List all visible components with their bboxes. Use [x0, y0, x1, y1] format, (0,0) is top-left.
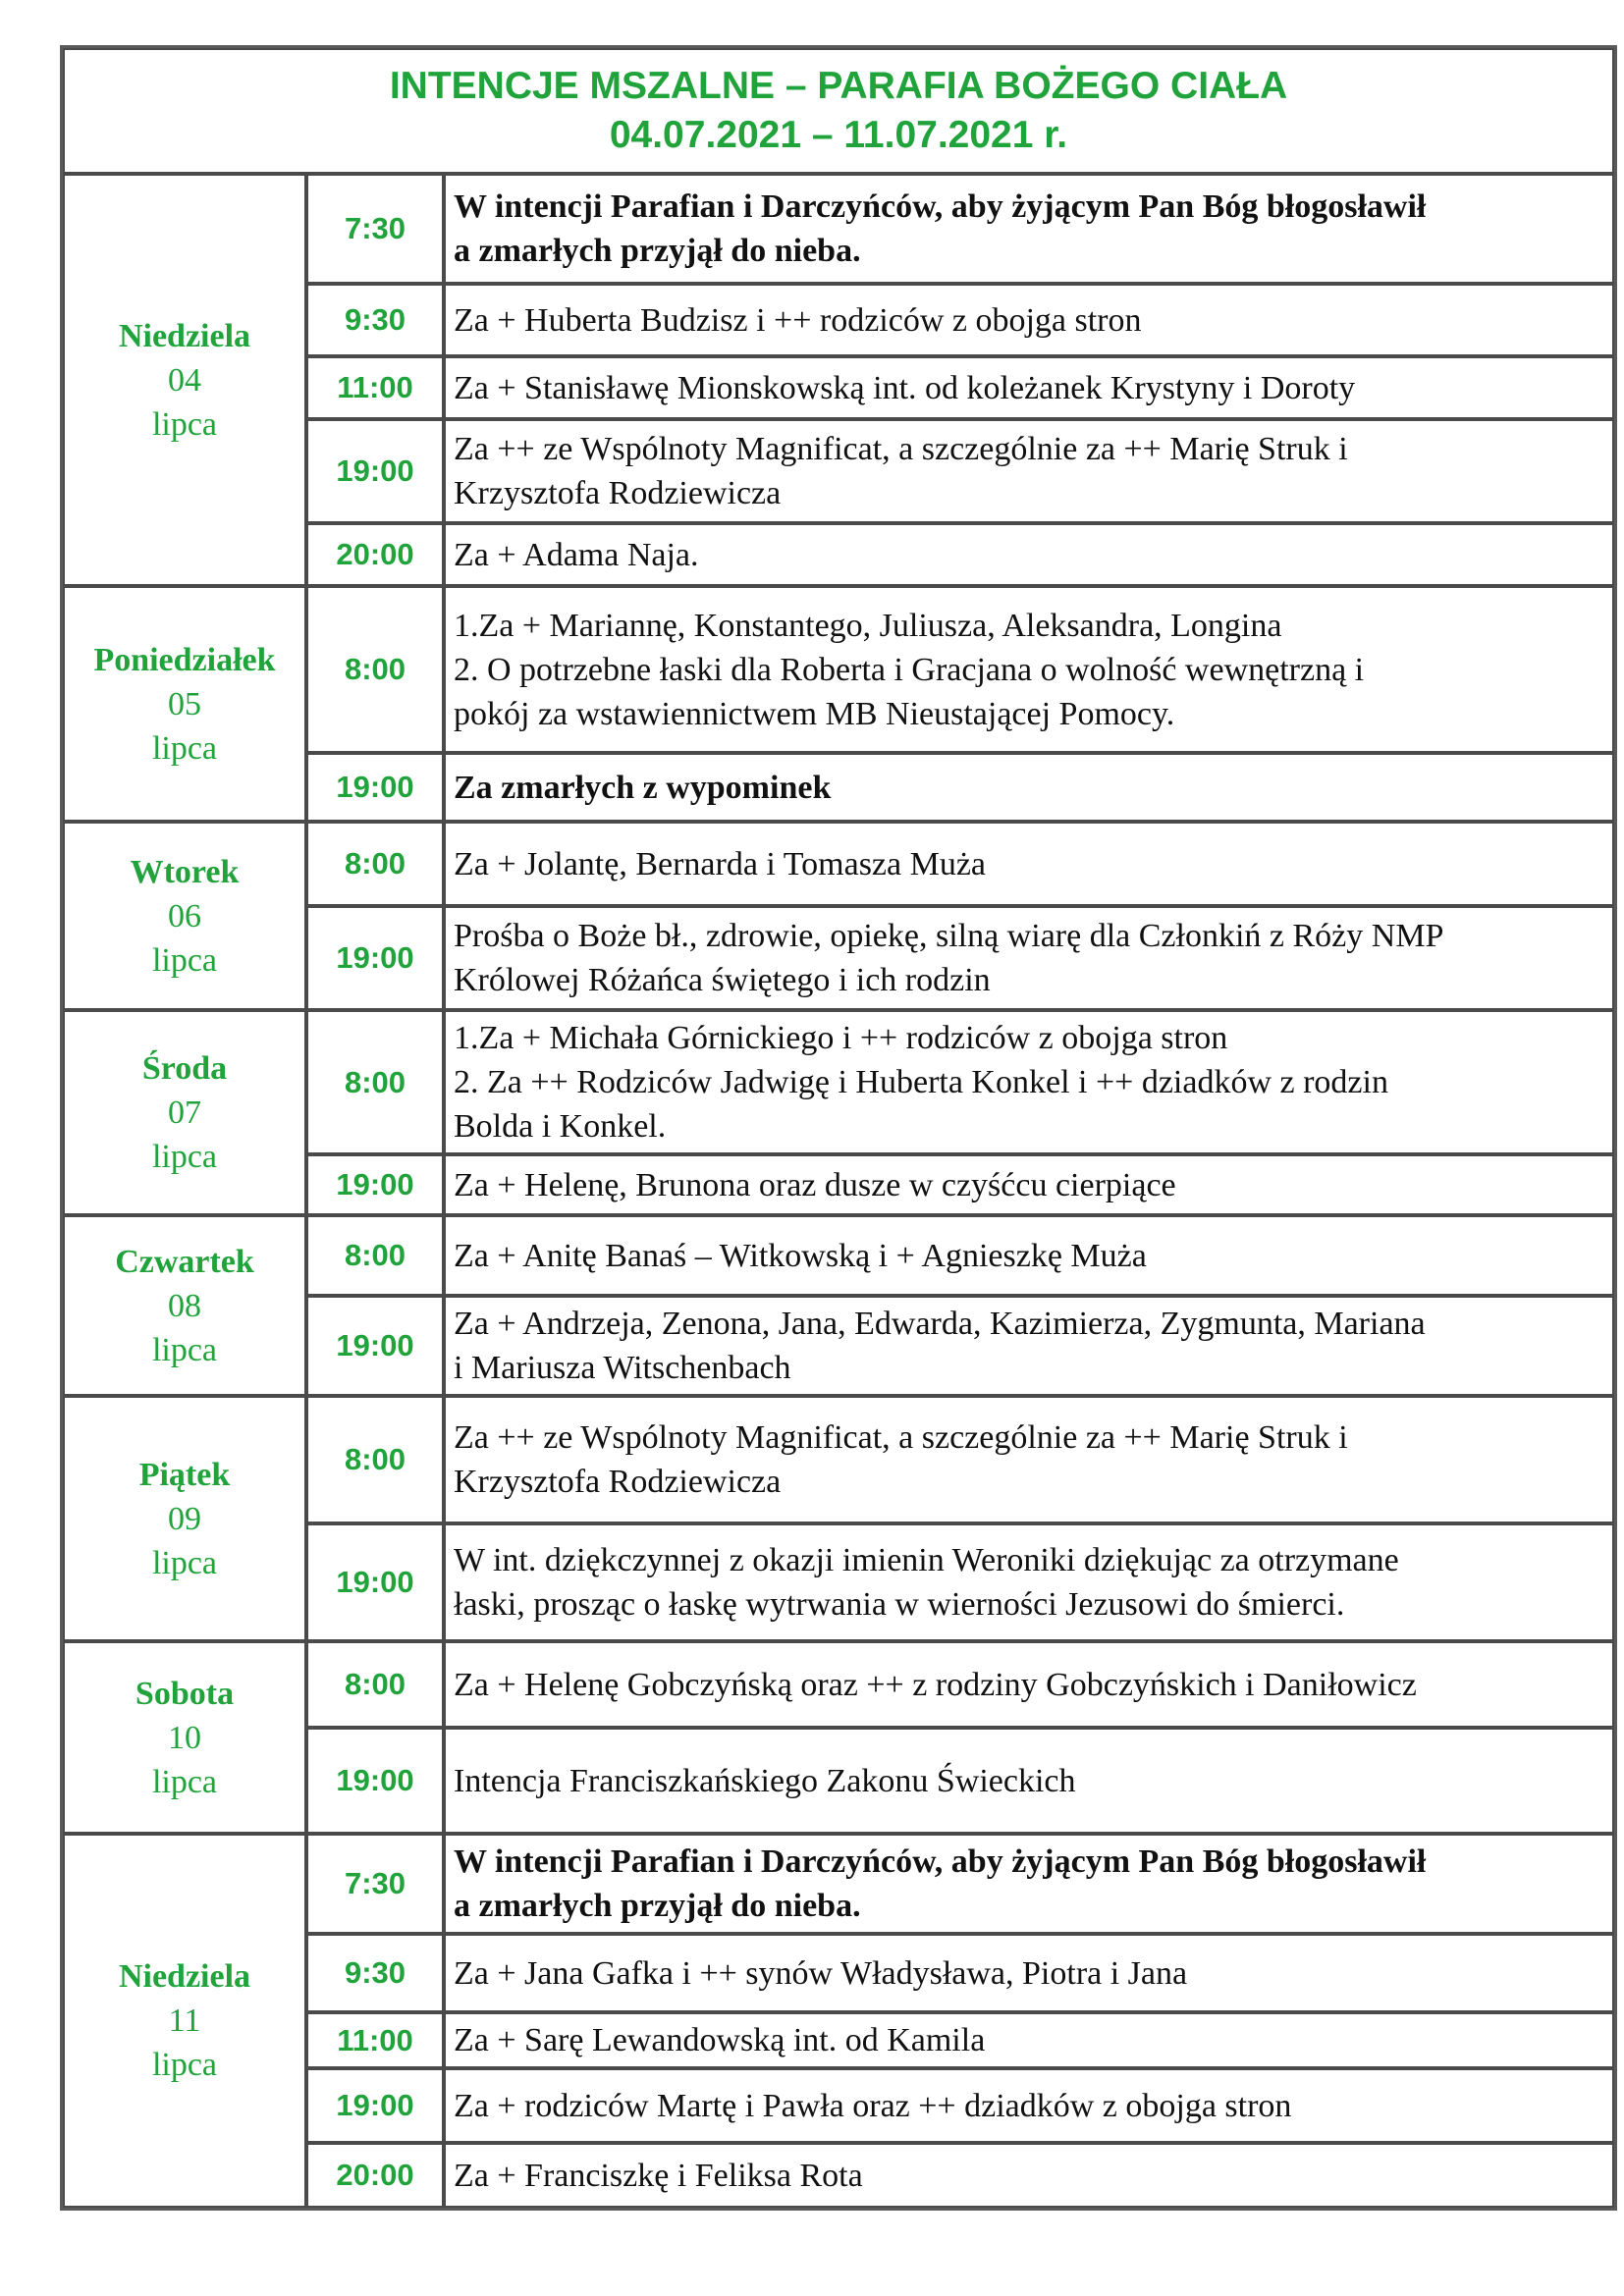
mass-intention	[444, 1296, 1614, 1396]
day-month: lipca	[151, 1544, 218, 1581]
title-line-1: INTENCJE MSZALNE – PARAFIA BOŻEGO CIAŁA	[389, 65, 1288, 107]
mass-time: 9:30	[306, 1934, 444, 2012]
mass-time: 19:00	[306, 419, 444, 523]
mass-time: 19:00	[306, 1523, 444, 1641]
table-row	[63, 1396, 1614, 1523]
mass-time: 8:00	[306, 586, 444, 753]
table-row	[63, 1010, 1614, 1154]
intention-line: W intencji Parafian i Darczyńców, aby żyjącym Pan Bóg błogosławił	[454, 188, 1427, 225]
mass-time: 20:00	[306, 2143, 444, 2208]
intention-line: Za ++ ze Wspólnoty Magnificat, a szczególnie za ++ Marię Struk i	[454, 431, 1348, 467]
mass-intention	[444, 1010, 1614, 1154]
mass-time: 19:00	[306, 1296, 444, 1396]
intention-line: Za + Franciszkę i Feliksa Rota	[454, 2157, 863, 2194]
table-title	[63, 48, 1614, 174]
mass-time: 9:30	[306, 284, 444, 356]
mass-intention	[444, 419, 1614, 523]
mass-intention	[444, 1728, 1614, 1834]
mass-intention	[444, 1215, 1614, 1296]
intention-line: Za zmarłych z wypominek	[454, 769, 832, 806]
day-month: lipca	[151, 1331, 218, 1368]
mass-time: 8:00	[306, 1641, 444, 1728]
mass-intention	[444, 822, 1614, 906]
intention-line: pokój za wstawiennictwem MB Nieustającej Pomocy.	[454, 695, 1175, 732]
mass-time: 11:00	[306, 356, 444, 419]
mass-intention	[444, 356, 1614, 419]
intention-line: Za ++ ze Wspólnoty Magnificat, a szczególnie za ++ Marię Struk i	[454, 1419, 1348, 1456]
day-name: Niedziela	[118, 317, 251, 354]
mass-intention	[444, 2068, 1614, 2143]
intention-line: Za + Jolantę, Bernarda i Tomasza Muża	[454, 845, 987, 882]
mass-intention	[444, 586, 1614, 753]
intention-line: Za + Helenę, Brunona oraz dusze w czyśćcu cierpiące	[454, 1166, 1176, 1203]
intention-line: Za + Adama Naja.	[454, 536, 699, 573]
table-row	[63, 1641, 1614, 1728]
day-num: 05	[168, 685, 201, 722]
day-month: lipca	[151, 729, 218, 767]
day-cell	[63, 822, 306, 1010]
table-body	[63, 174, 1614, 2208]
mass-intention	[444, 1396, 1614, 1523]
day-num: 07	[168, 1095, 201, 1131]
intention-line: Krzysztofa Rodziewicza	[454, 1464, 782, 1500]
mass-time: 8:00	[306, 1010, 444, 1154]
day-month: lipca	[151, 1139, 218, 1175]
day-num: 06	[168, 897, 201, 934]
intention-line: Królowej Różańca świętego i ich rodzin	[454, 962, 991, 998]
table-row	[63, 1215, 1614, 1296]
table-row	[63, 822, 1614, 906]
intention-line: 1.Za + Mariannę, Konstantego, Juliusza, Aleksandra, Longina	[454, 607, 1282, 644]
intention-line: 1.Za + Michała Górnickiego i ++ rodziców z obojga stron	[454, 1020, 1228, 1056]
day-num: 08	[168, 1287, 201, 1324]
mass-time: 19:00	[306, 753, 444, 822]
day-cell	[63, 1010, 306, 1215]
mass-intention	[444, 1641, 1614, 1728]
day-month: lipca	[151, 2047, 218, 2083]
intention-line: i Mariusza Witschenbach	[454, 1350, 791, 1386]
mass-intention	[444, 284, 1614, 356]
intention-line: W intencji Parafian i Darczyńców, aby żyjącym Pan Bóg błogosławił	[454, 1843, 1427, 1880]
mass-intention	[444, 2143, 1614, 2208]
mass-time: 8:00	[306, 822, 444, 906]
day-cell	[63, 1834, 306, 2208]
mass-time: 20:00	[306, 523, 444, 586]
mass-intention	[444, 1834, 1614, 1934]
mass-time: 11:00	[306, 2012, 444, 2068]
intention-line: Krzysztofa Rodziewicza	[454, 475, 782, 511]
mass-intention	[444, 1154, 1614, 1215]
mass-time: 7:30	[306, 1834, 444, 1934]
day-num: 10	[168, 1719, 201, 1756]
mass-intention	[444, 174, 1614, 284]
intention-line: Prośba o Boże bł., zdrowie, opiekę, silną wiarę dla Członkiń z Róży NMP	[454, 918, 1444, 954]
day-name: Środa	[141, 1050, 228, 1087]
table-row	[63, 1834, 1614, 1934]
day-cell	[63, 1215, 306, 1396]
intention-line: 2. O potrzebne łaski dla Roberta i Gracjana o wolność wewnętrzną i	[454, 651, 1365, 688]
day-cell	[63, 1396, 306, 1641]
day-name: Piątek	[138, 1456, 231, 1493]
intention-line: Za + Andrzeja, Zenona, Jana, Edwarda, Kazimierza, Zygmunta, Mariana	[454, 1306, 1426, 1342]
title-date-range: 04.07.2021 – 11.07.2021 r.	[609, 114, 1068, 156]
day-num: 04	[168, 361, 201, 399]
mass-intention	[444, 753, 1614, 822]
intention-line: a zmarłych przyjął do nieba.	[454, 233, 861, 269]
mass-intention	[444, 906, 1614, 1010]
intention-line: Za + Stanisławę Mionskowską int. od koleżanek Krystyny i Doroty	[454, 369, 1356, 406]
day-name: Wtorek	[130, 853, 240, 890]
mass-time: 19:00	[306, 906, 444, 1010]
day-num: 11	[168, 2002, 201, 2039]
day-name: Poniedziałek	[93, 641, 276, 678]
intention-line: 2. Za ++ Rodziców Jadwigę i Huberta Konkel i ++ dziadków z rodzin	[454, 1064, 1388, 1100]
mass-intention	[444, 1934, 1614, 2012]
intention-line: Za + Sarę Lewandowską int. od Kamila	[454, 2022, 986, 2058]
table-row	[63, 174, 1614, 284]
intention-line: Intencja Franciszkańskiego Zakonu Świeckich	[454, 1762, 1076, 1799]
mass-intentions-table	[60, 45, 1617, 2211]
day-name: Sobota	[135, 1675, 235, 1712]
day-month: lipca	[151, 405, 218, 443]
day-cell	[63, 1641, 306, 1834]
intention-line: łaski, prosząc o łaskę wytrwania w wierności Jezusowi do śmierci.	[454, 1586, 1345, 1623]
table-row	[63, 586, 1614, 753]
intention-line: Za + Jana Gafka i ++ synów Władysława, Piotra i Jana	[454, 1954, 1188, 1992]
day-name: Czwartek	[115, 1243, 254, 1280]
day-month: lipca	[151, 1763, 218, 1800]
day-num: 09	[168, 1500, 201, 1537]
intention-line: W int. dziękczynnej z okazji imienin Weroniki dziękując za otrzymane	[454, 1542, 1399, 1578]
mass-time: 19:00	[306, 1728, 444, 1834]
intention-line: a zmarłych przyjął do nieba.	[454, 1888, 861, 1924]
day-cell	[63, 586, 306, 822]
mass-time: 19:00	[306, 1154, 444, 1215]
mass-intention	[444, 523, 1614, 586]
mass-intention	[444, 1523, 1614, 1641]
mass-time: 8:00	[306, 1215, 444, 1296]
day-cell	[63, 174, 306, 586]
intention-line: Za + Anitę Banaś – Witkowską i + Agnieszkę Muża	[454, 1237, 1147, 1274]
mass-time: 8:00	[306, 1396, 444, 1523]
day-name: Niedziela	[118, 1958, 251, 1995]
mass-time: 19:00	[306, 2068, 444, 2143]
intention-line: Za + rodziców Martę i Pawła oraz ++ dziadków z obojga stron	[454, 2087, 1292, 2124]
mass-intention	[444, 2012, 1614, 2068]
intentions-sheet	[60, 45, 1617, 2211]
intention-line: Bolda i Konkel.	[454, 1108, 667, 1145]
intention-line: Za + Helenę Gobczyńską oraz ++ z rodziny Gobczyńskich i Daniłowicz	[454, 1666, 1417, 1703]
mass-time: 7:30	[306, 174, 444, 284]
intention-line: Za + Huberta Budzisz i ++ rodziców z obojga stron	[454, 301, 1142, 339]
day-month: lipca	[151, 941, 218, 979]
